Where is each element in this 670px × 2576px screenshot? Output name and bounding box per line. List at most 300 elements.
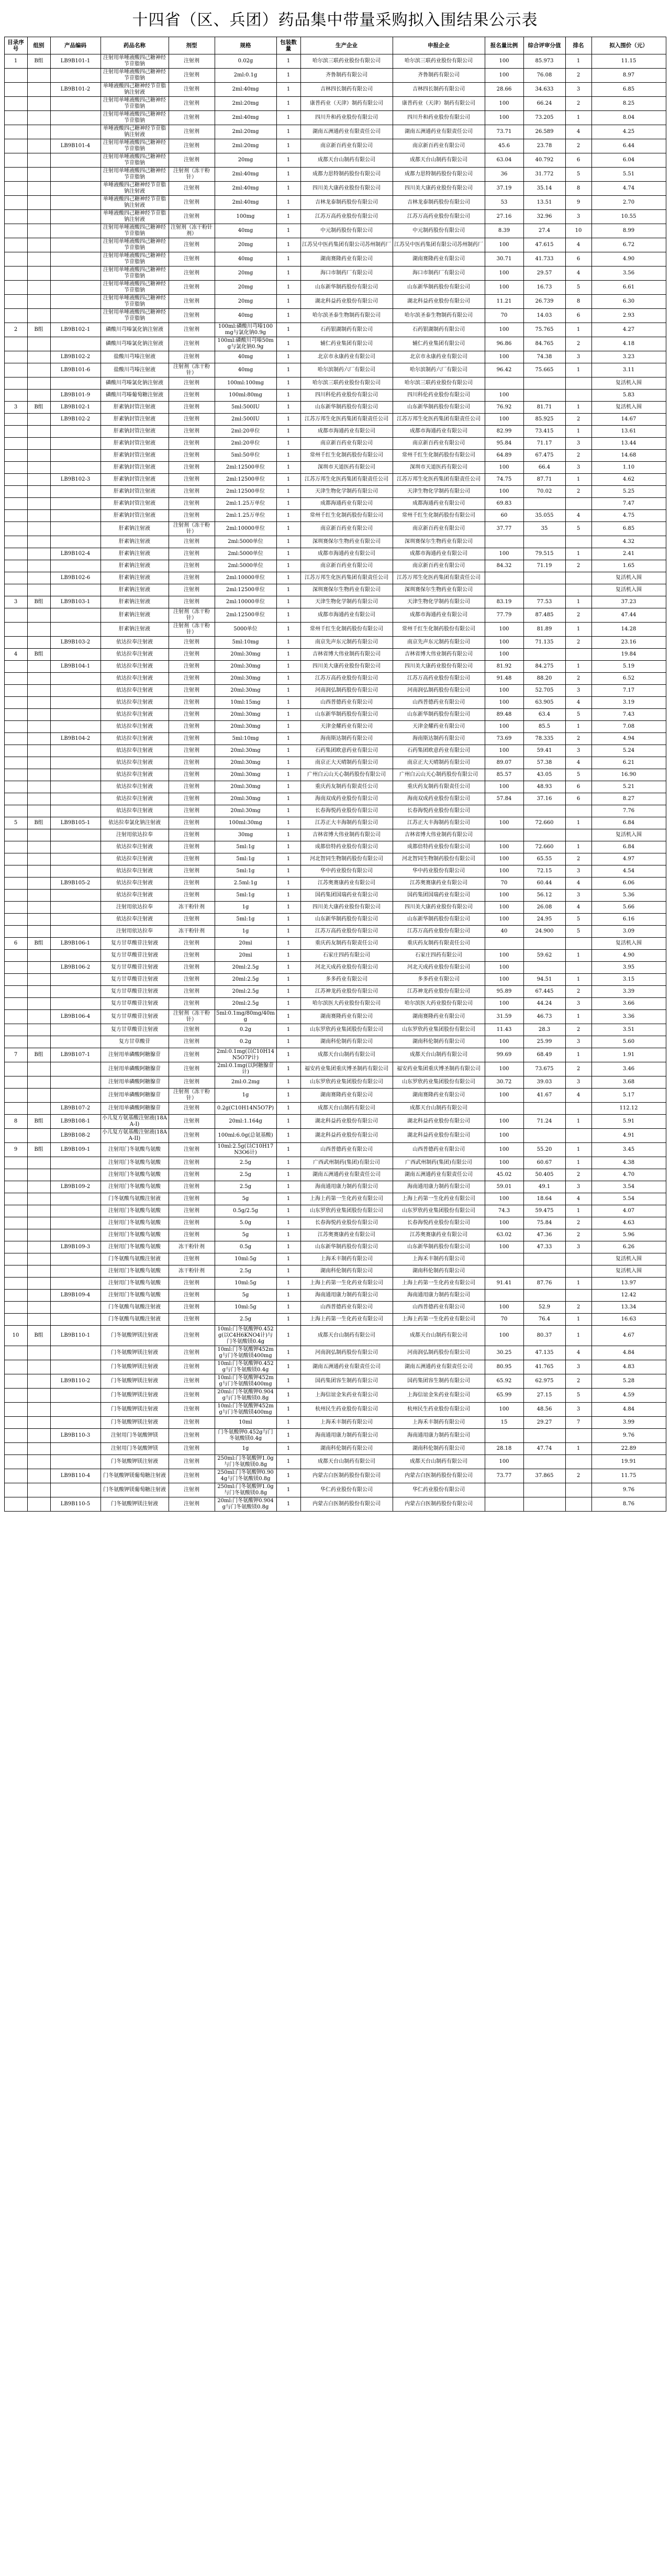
table-cell: 20ml:30mg xyxy=(215,745,276,757)
table-cell: 47.135 xyxy=(523,1346,565,1360)
table-cell: 江苏奥赛康药业有限公司 xyxy=(300,878,393,890)
table-cell: 10ml:15mg xyxy=(215,697,276,709)
table-cell: 河北天成药业股份有限公司 xyxy=(393,962,485,974)
table-cell: 注射剂 xyxy=(169,572,215,584)
table-cell xyxy=(27,224,50,238)
table-cell: 7.76 xyxy=(591,805,666,817)
table-cell: 59.475 xyxy=(523,1205,565,1217)
table-cell xyxy=(50,309,100,323)
table-cell: 30.72 xyxy=(485,1076,523,1089)
table-cell xyxy=(4,474,27,486)
table-cell: 1.10 xyxy=(591,462,666,474)
table-cell xyxy=(27,69,50,83)
table-cell xyxy=(523,962,565,974)
table-cell: 江苏万高药业股份有限公司 xyxy=(393,210,485,224)
table-cell: 2 xyxy=(565,414,591,426)
table-row xyxy=(4,1036,666,1048)
table-cell: 海南通用康力制药有限公司 xyxy=(393,1290,485,1302)
table-cell: 3 xyxy=(565,351,591,363)
table-cell: 南京新百药业有限公司 xyxy=(393,522,485,536)
table-cell: 哈尔滨圣泰生物制药有限公司 xyxy=(393,309,485,323)
table-cell: 山西普德药业有限公司 xyxy=(300,697,393,709)
table-cell: 重庆药友制药有限责任公司 xyxy=(300,938,393,950)
table-cell: 山东罗欣药业集团股份有限公司 xyxy=(393,1024,485,1036)
table-cell: 20ml:1.164g xyxy=(215,1115,276,1129)
table-cell xyxy=(4,139,27,153)
table-cell: 四川科伦药业股份有限公司 xyxy=(393,390,485,402)
table-cell: 哈尔滨三联药业股份有限公司 xyxy=(393,377,485,390)
table-cell: 长春海悦药业股份有限公司 xyxy=(393,1217,485,1229)
table-cell xyxy=(50,1389,100,1403)
table-cell xyxy=(4,1089,27,1103)
table-cell xyxy=(50,986,100,998)
table-cell: 1 xyxy=(276,462,300,474)
table-cell xyxy=(485,1483,523,1497)
table-cell xyxy=(523,572,565,584)
table-cell: 内蒙古白医制药股份有限公司 xyxy=(393,1469,485,1483)
table-cell: 5ml:10mg xyxy=(215,733,276,745)
table-cell xyxy=(50,1314,100,1326)
table-cell: 89.48 xyxy=(485,709,523,721)
table-cell: 山东罗欣药业集团股份有限公司 xyxy=(300,1076,393,1089)
table-cell: 注射用门冬氨酸鸟氨酸 xyxy=(100,1143,169,1157)
table-cell: 上海上药第一生化药业有限公司 xyxy=(393,1278,485,1290)
table-row xyxy=(4,709,666,721)
table-cell: 石药银湖制药有限公司 xyxy=(393,323,485,337)
table-cell: 注射剂 xyxy=(169,97,215,111)
table-cell: 6 xyxy=(565,252,591,267)
table-cell xyxy=(27,950,50,962)
table-row xyxy=(4,1403,666,1417)
table-cell xyxy=(27,709,50,721)
table-cell: 2ml:5000单位 xyxy=(215,536,276,548)
table-cell xyxy=(27,337,50,351)
table-cell: 6.72 xyxy=(591,238,666,252)
table-cell xyxy=(27,623,50,637)
table-cell: 注射剂 xyxy=(169,337,215,351)
table-cell xyxy=(27,1157,50,1169)
table-cell xyxy=(485,1265,523,1278)
table-cell: 1 xyxy=(276,902,300,914)
table-cell: 注射剂 xyxy=(169,402,215,414)
table-cell xyxy=(27,548,50,560)
table-cell: 1 xyxy=(565,363,591,377)
table-cell: 注射用单唾液酸四己糖神经节苷脂钠 xyxy=(100,224,169,238)
table-cell: 9 xyxy=(565,196,591,210)
table-cell: 6 xyxy=(565,153,591,168)
table-cell: 1 xyxy=(276,1429,300,1443)
table-cell: 2 xyxy=(565,139,591,153)
table-cell: 95.89 xyxy=(485,986,523,998)
table-cell: 湖南赛隆药业有限公司 xyxy=(393,1010,485,1024)
table-cell xyxy=(565,377,591,390)
table-cell xyxy=(4,661,27,673)
table-cell: 河北智同生物制药股份有限公司 xyxy=(300,853,393,865)
table-cell: 复活机入围 xyxy=(591,1253,666,1265)
table-cell: 注射剂 xyxy=(169,649,215,661)
table-cell: 1 xyxy=(276,890,300,902)
table-row xyxy=(4,486,666,498)
table-cell: 71.135 xyxy=(523,637,565,649)
table-cell xyxy=(4,1314,27,1326)
table-cell: 34.633 xyxy=(523,83,565,97)
table-cell: 注射剂 xyxy=(169,125,215,139)
table-cell: 70 xyxy=(485,1314,523,1326)
table-row xyxy=(4,637,666,649)
table-row xyxy=(4,462,666,474)
table-cell: 注射剂 xyxy=(169,938,215,950)
table-cell: LB9B110-5 xyxy=(50,1497,100,1512)
table-cell: 1 xyxy=(276,1326,300,1346)
table-cell: 2ml:5000单位 xyxy=(215,548,276,560)
table-cell: 注射用依达拉奉 xyxy=(100,829,169,841)
table-cell: 1 xyxy=(565,1143,591,1157)
table-cell: 20ml:30mg xyxy=(215,661,276,673)
table-cell xyxy=(27,733,50,745)
table-cell xyxy=(27,661,50,673)
table-cell: 100 xyxy=(485,111,523,125)
table-cell xyxy=(50,1360,100,1374)
table-cell: 注射剂 xyxy=(169,986,215,998)
table-cell: LB9B101-6 xyxy=(50,363,100,377)
table-cell: 4.07 xyxy=(591,1205,666,1217)
table-cell: 山西普德药业有限公司 xyxy=(393,1302,485,1314)
table-cell: 4 xyxy=(565,267,591,281)
table-cell xyxy=(27,721,50,733)
table-cell xyxy=(4,1169,27,1181)
table-cell: LB9B108-1 xyxy=(50,1115,100,1129)
table-cell: 73.415 xyxy=(523,426,565,438)
table-cell: 100 xyxy=(485,685,523,697)
table-cell: 20ml:2.5g xyxy=(215,998,276,1010)
table-cell xyxy=(50,510,100,522)
table-cell: 2.5g xyxy=(215,1157,276,1169)
table-cell: 1 xyxy=(276,1455,300,1469)
table-cell: 96.86 xyxy=(485,337,523,351)
table-cell: 1 xyxy=(565,426,591,438)
table-cell: 1 xyxy=(276,1302,300,1314)
table-cell xyxy=(565,1103,591,1115)
table-cell xyxy=(4,153,27,168)
table-cell xyxy=(50,97,100,111)
table-cell: 成都天台山制药有限公司 xyxy=(300,1103,393,1115)
table-cell: 海南斯达制药有限公司 xyxy=(300,733,393,745)
table-cell: 肝素钠注射液 xyxy=(100,623,169,637)
table-cell xyxy=(50,1403,100,1417)
table-cell: 56.12 xyxy=(523,890,565,902)
table-cell xyxy=(565,390,591,402)
table-cell xyxy=(50,1265,100,1278)
table-row xyxy=(4,793,666,805)
column-header: 拟入围价（元） xyxy=(591,37,666,54)
table-cell xyxy=(565,1265,591,1278)
table-cell: 海南斯达制药有限公司 xyxy=(393,733,485,745)
table-cell: 1 xyxy=(565,548,591,560)
table-cell: 20ml xyxy=(215,938,276,950)
table-cell: 1 xyxy=(276,878,300,890)
table-cell: 37.23 xyxy=(591,596,666,608)
table-cell: 9.76 xyxy=(591,1483,666,1497)
table-cell: 4.54 xyxy=(591,865,666,878)
table-cell: 1g xyxy=(215,1443,276,1455)
table-row xyxy=(4,295,666,309)
column-header: 综合评审分值 xyxy=(523,37,565,54)
table-cell xyxy=(27,1403,50,1417)
table-cell: 山东罗欣药业集团股份有限公司 xyxy=(300,1205,393,1217)
table-cell: 70.02 xyxy=(523,486,565,498)
table-cell: 北京市永康药业有限公司 xyxy=(393,351,485,363)
table-cell: 1 xyxy=(276,390,300,402)
table-cell: 5.91 xyxy=(591,1115,666,1129)
table-cell: 4.67 xyxy=(591,1326,666,1346)
table-cell xyxy=(4,83,27,97)
table-cell xyxy=(565,584,591,596)
table-cell: 9 xyxy=(4,1143,27,1157)
table-cell: 成都海通药业有限公司 xyxy=(300,498,393,510)
table-cell: 1 xyxy=(276,1010,300,1024)
table-cell: 47.33 xyxy=(523,1241,565,1253)
table-cell: 5g xyxy=(215,1290,276,1302)
table-cell: 2 xyxy=(565,673,591,685)
table-row xyxy=(4,733,666,745)
table-cell: 4.94 xyxy=(591,733,666,745)
table-cell xyxy=(4,793,27,805)
table-cell: 48.56 xyxy=(523,1403,565,1417)
table-cell: 1 xyxy=(276,153,300,168)
table-cell: 1 xyxy=(276,1062,300,1076)
table-cell: 哈尔滨制药六厂有限公司 xyxy=(300,363,393,377)
table-cell: 2 xyxy=(565,1229,591,1241)
table-cell: 江苏奥赛康药业有限公司 xyxy=(393,878,485,890)
table-cell: 注射剂 xyxy=(169,560,215,572)
table-cell: 注射剂 xyxy=(169,1455,215,1469)
table-row xyxy=(4,1089,666,1103)
table-cell: 肝素钠封管注射液 xyxy=(100,486,169,498)
table-cell: 3.36 xyxy=(591,1010,666,1024)
table-row xyxy=(4,926,666,938)
table-cell: 3.51 xyxy=(591,1024,666,1036)
table-cell: 1 xyxy=(276,323,300,337)
table-cell: 2 xyxy=(565,608,591,623)
table-cell: 8.76 xyxy=(591,1497,666,1512)
table-cell xyxy=(485,377,523,390)
table-cell: 重庆药友制药有限责任公司 xyxy=(300,781,393,793)
table-cell: 47.74 xyxy=(523,1443,565,1455)
table-cell xyxy=(4,1469,27,1483)
table-cell xyxy=(4,926,27,938)
table-cell: 北京市永康药业有限公司 xyxy=(300,351,393,363)
table-cell: 74.3 xyxy=(485,1205,523,1217)
table-cell: 湖北科益药业股份有限公司 xyxy=(393,1115,485,1129)
table-cell: 4.84 xyxy=(591,1403,666,1417)
table-cell xyxy=(50,793,100,805)
table-cell: 77.79 xyxy=(485,608,523,623)
table-cell: 6.30 xyxy=(591,295,666,309)
table-cell: 7 xyxy=(4,1048,27,1062)
table-cell: 81.71 xyxy=(523,402,565,414)
table-cell xyxy=(565,572,591,584)
table-row xyxy=(4,309,666,323)
table-cell: 5.17 xyxy=(591,1089,666,1103)
table-cell: 单唾液酸四己糖神经节苷脂钠注射液 xyxy=(100,83,169,97)
table-cell: 1 xyxy=(276,805,300,817)
table-cell: 注射剂 xyxy=(169,974,215,986)
table-row xyxy=(4,1048,666,1062)
table-cell xyxy=(50,673,100,685)
table-cell: 100 xyxy=(485,1302,523,1314)
table-cell xyxy=(4,390,27,402)
table-cell xyxy=(4,363,27,377)
table-cell: 6.84 xyxy=(591,817,666,829)
table-cell: 南京先声东元制药有限公司 xyxy=(300,637,393,649)
table-cell: 2ml:20单位 xyxy=(215,426,276,438)
table-row xyxy=(4,560,666,572)
table-cell: 1 xyxy=(276,962,300,974)
table-cell: 1 xyxy=(276,295,300,309)
table-cell: 5 xyxy=(565,709,591,721)
table-cell: 0.5g/2.5g xyxy=(215,1205,276,1217)
table-cell: 齐鲁制药有限公司 xyxy=(300,69,393,83)
table-cell: 0.2g(C10H14N5O7P) xyxy=(215,1103,276,1115)
table-cell: 1 xyxy=(276,54,300,69)
table-cell: 1 xyxy=(565,474,591,486)
table-cell: 2.70 xyxy=(591,196,666,210)
table-cell xyxy=(27,1265,50,1278)
table-cell: 华中药业股份有限公司 xyxy=(393,865,485,878)
table-cell: 1 xyxy=(565,1048,591,1062)
table-cell: 43.05 xyxy=(523,769,565,781)
table-cell: 73.205 xyxy=(523,111,565,125)
table-cell xyxy=(4,281,27,295)
table-cell xyxy=(50,1229,100,1241)
table-cell: 海南双成药业股份有限公司 xyxy=(300,793,393,805)
table-cell: 肝素钠封管注射液 xyxy=(100,438,169,450)
table-cell: 中元制药股份有限公司 xyxy=(300,224,393,238)
table-cell: 注射用单唾液酸四己糖神经节苷脂钠 xyxy=(100,54,169,69)
table-cell: 100 xyxy=(485,817,523,829)
table-cell: 5.66 xyxy=(591,902,666,914)
table-cell xyxy=(27,1374,50,1389)
table-cell: 肝素钠注射液 xyxy=(100,608,169,623)
table-cell: 磷酸川芎嗪葡萄糖注射液 xyxy=(100,390,169,402)
table-cell xyxy=(4,1403,27,1417)
table-cell xyxy=(4,986,27,998)
table-row xyxy=(4,402,666,414)
table-row xyxy=(4,1346,666,1360)
table-cell: 康普药业（天津）制药有限公司 xyxy=(393,97,485,111)
table-cell xyxy=(50,210,100,224)
table-cell: 100mg xyxy=(215,210,276,224)
table-cell xyxy=(27,902,50,914)
table-cell xyxy=(50,584,100,596)
table-cell: 35.055 xyxy=(523,510,565,522)
table-cell xyxy=(27,865,50,878)
table-cell xyxy=(50,623,100,637)
table-cell: 19.84 xyxy=(591,649,666,661)
table-cell: 注射剂 xyxy=(169,69,215,83)
table-cell xyxy=(27,1024,50,1036)
table-cell: 复方甘草酸苷注射液 xyxy=(100,1010,169,1024)
table-cell: 47.615 xyxy=(523,238,565,252)
table-row xyxy=(4,426,666,438)
table-cell: 4.83 xyxy=(591,1360,666,1374)
table-cell: 20mg xyxy=(215,238,276,252)
table-cell: 3.68 xyxy=(591,1076,666,1089)
table-cell: 注射剂 xyxy=(169,210,215,224)
table-cell: 13.51 xyxy=(523,196,565,210)
table-cell: 100ml:6.0g(总氨基酸) xyxy=(215,1129,276,1143)
table-cell: 注射剂 xyxy=(169,1205,215,1217)
table-cell: 依达拉奉氯化钠注射液 xyxy=(100,817,169,829)
table-cell xyxy=(485,1290,523,1302)
table-cell xyxy=(27,1302,50,1314)
table-cell: 65.92 xyxy=(485,1374,523,1389)
table-cell: LB9B105-2 xyxy=(50,878,100,890)
table-cell: 哈尔滨医大药业股份有限公司 xyxy=(300,998,393,1010)
table-cell: 注射剂 xyxy=(169,267,215,281)
table-cell: 3 xyxy=(565,462,591,474)
table-cell: 华仁药业股份有限公司 xyxy=(300,1483,393,1497)
table-row xyxy=(4,878,666,890)
table-cell xyxy=(27,426,50,438)
table-cell xyxy=(4,548,27,560)
table-cell: 湖北科益药业股份有限公司 xyxy=(300,1129,393,1143)
table-cell: 3 xyxy=(565,1181,591,1193)
table-cell: 1 xyxy=(276,1205,300,1217)
table-cell: 40mg xyxy=(215,224,276,238)
table-cell xyxy=(4,745,27,757)
table-cell: 注射剂 xyxy=(169,950,215,962)
table-cell: 江苏神龙药业股份有限公司 xyxy=(393,986,485,998)
table-cell: 依达拉奉注射液 xyxy=(100,878,169,890)
table-cell: 注射剂 xyxy=(169,486,215,498)
table-cell: 32.96 xyxy=(523,210,565,224)
table-cell: 注射剂 xyxy=(169,793,215,805)
table-cell: 江苏正大丰海制药有限公司 xyxy=(393,817,485,829)
table-cell: 3.54 xyxy=(591,1181,666,1193)
table-cell xyxy=(27,1241,50,1253)
table-cell: 20mg xyxy=(215,281,276,295)
table-cell: 100 xyxy=(485,781,523,793)
table-cell: 20ml:30mg xyxy=(215,685,276,697)
table-cell: 20mg xyxy=(215,267,276,281)
table-cell: 注射剂 xyxy=(169,83,215,97)
table-cell xyxy=(485,1429,523,1443)
table-row xyxy=(4,829,666,841)
table-row xyxy=(4,1302,666,1314)
table-cell: 14.28 xyxy=(591,623,666,637)
table-cell: 依达拉奉注射液 xyxy=(100,841,169,853)
table-cell: 1 xyxy=(276,769,300,781)
table-cell: 20ml:2.5g xyxy=(215,962,276,974)
table-cell: 14.68 xyxy=(591,450,666,462)
table-cell: 10ml:门冬氨酸钾452mg与门冬氨酸镁400mg xyxy=(215,1374,276,1389)
table-row xyxy=(4,510,666,522)
table-cell: 16.90 xyxy=(591,769,666,781)
table-cell: 江苏正大丰海制药有限公司 xyxy=(300,817,393,829)
table-cell: 注射剂 xyxy=(169,450,215,462)
table-cell: 1 xyxy=(565,402,591,414)
table-cell: 6.85 xyxy=(591,522,666,536)
table-cell xyxy=(50,950,100,962)
table-cell: 单唾液酸四己糖神经节苷脂钠注射液 xyxy=(100,182,169,196)
table-cell: 25.99 xyxy=(523,1036,565,1048)
table-cell: 依达拉奉注射液 xyxy=(100,865,169,878)
table-row xyxy=(4,1024,666,1036)
table-cell: 80.95 xyxy=(485,1360,523,1374)
table-cell: 6 xyxy=(4,938,27,950)
table-cell: 100 xyxy=(485,54,523,69)
